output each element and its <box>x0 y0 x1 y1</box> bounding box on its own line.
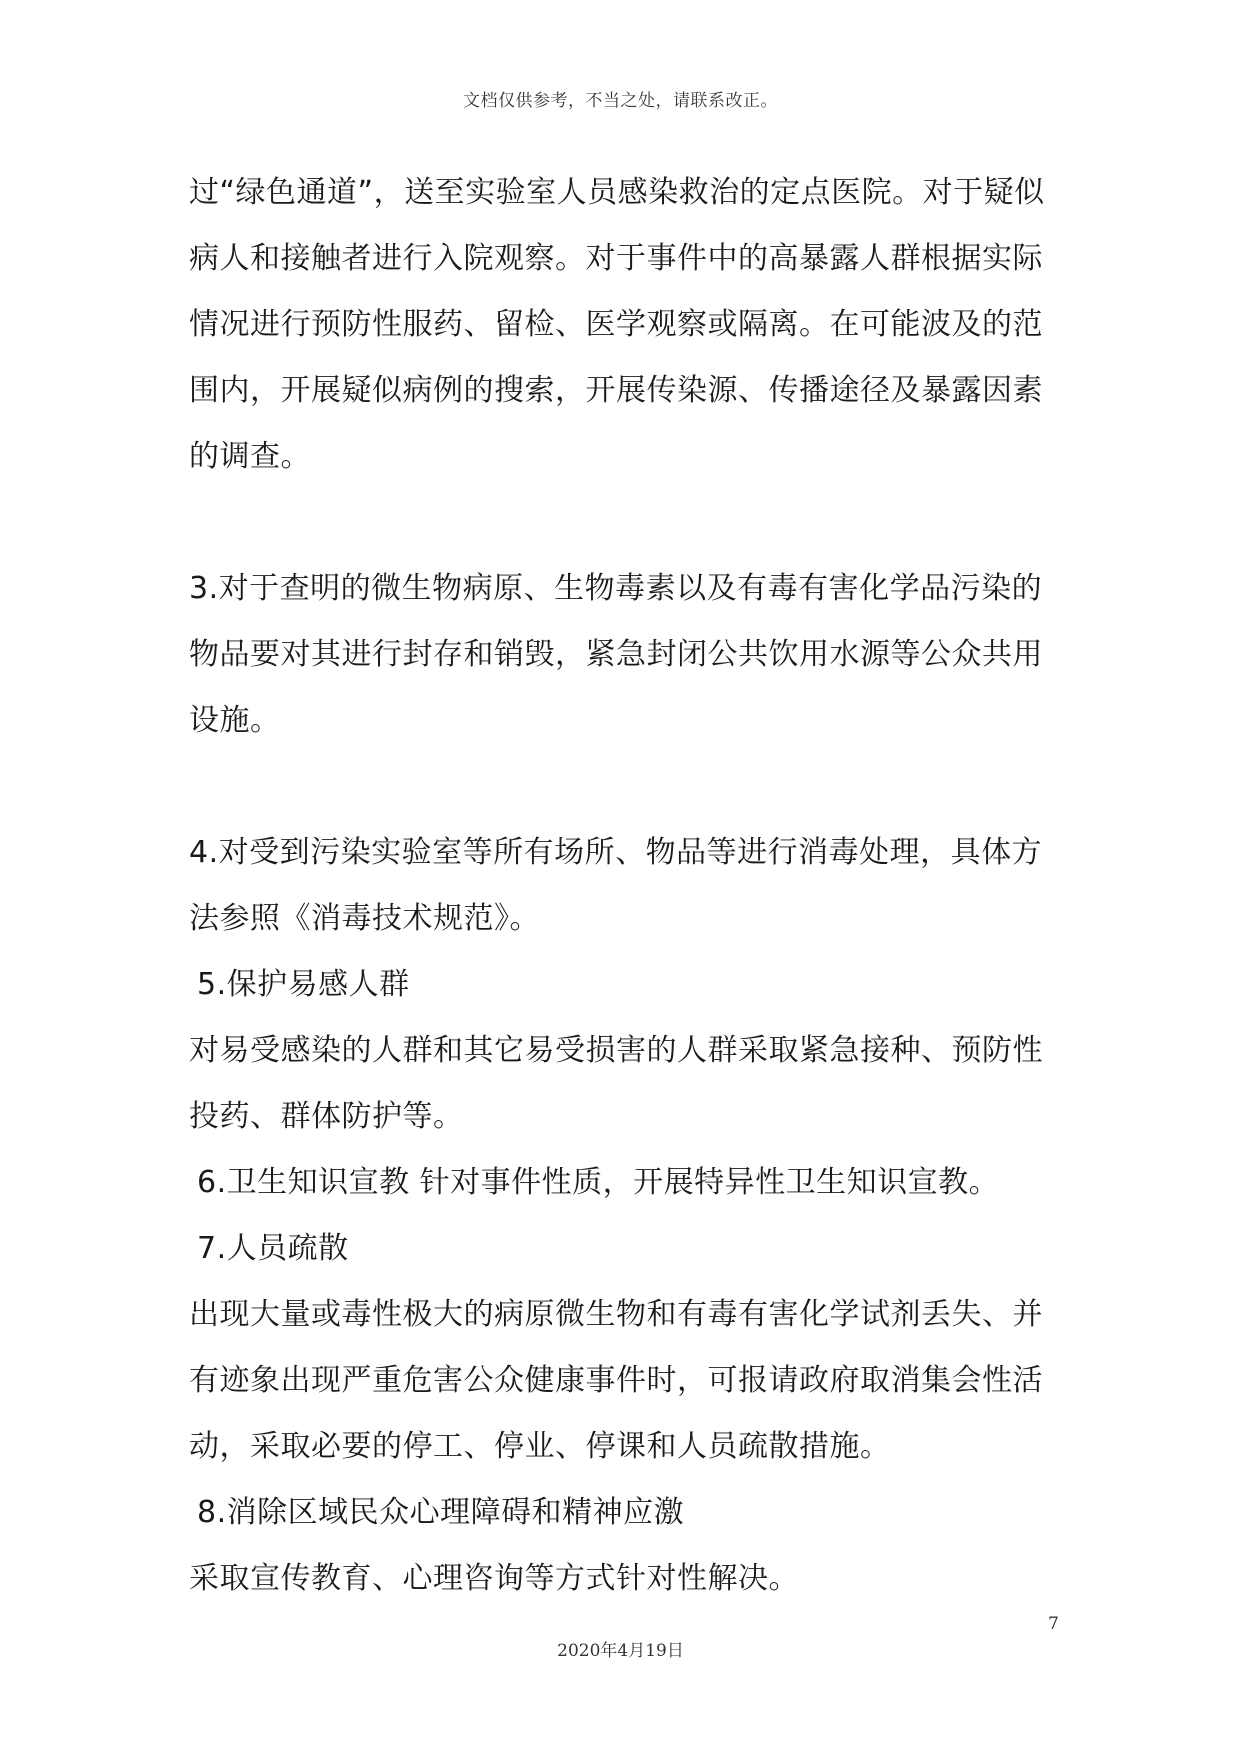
paragraph-item-7: 出现大量或毒性极大的病原微生物和有毒有害化学试剂丢失、并有迹象出现严重危害公众健康事件时，可报请政府取消集会性活动，采取必要的停工、停业、停课和人员疏散措施。 <box>189 1297 1043 1464</box>
paragraph-item-3: 3.对于查明的微生物病原、生物毒素以及有毒有害化学品污染的物品要对其进行封存和销毁，紧急封闭公共饮用水源等公众共用设施。 <box>189 571 1043 738</box>
heading-item-7: 7.人员疏散 <box>197 1231 349 1266</box>
heading-item-6: 6.卫生知识宣教 针对事件性质，开展特异性卫生知识宣教。 <box>197 1165 1000 1200</box>
footer-date: 2020年4月19日 <box>557 1641 684 1661</box>
paragraph-item-8: 采取宣传教育、心理咨询等方式针对性解决。 <box>189 1561 799 1596</box>
heading-item-5: 5.保护易感人群 <box>197 967 410 1002</box>
paragraph-gap <box>189 490 1047 556</box>
document-body <box>189 160 1047 1612</box>
paragraph-continuation: 过“绿色通道”，送至实验室人员感染救治的定点医院。对于疑似病人和接触者进行入院观察。对于事件中的高暴露人群根据实际情况进行预防性服药、留检、医学观察或隔离。在可能波及的范围内，开展疑似病例的搜索，开展传染源、传播途径及暴露因素的调查。 <box>189 175 1045 474</box>
heading-item-8: 8.消除区域民众心理障碍和精神应激 <box>197 1495 685 1530</box>
header-note: 文档仅供参考，不当之处，请联系改正。 <box>463 91 778 111</box>
page-number: 7 <box>1048 1614 1059 1634</box>
paragraph-item-5: 对易受感染的人群和其它易受损害的人群采取紧急接种、预防性投药、群体防护等。 <box>189 1033 1043 1134</box>
paragraph-item-4: 4.对受到污染实验室等所有场所、物品等进行消毒处理，具体方法参照《消毒技术规范》。 <box>189 835 1043 936</box>
paragraph-gap <box>189 754 1047 820</box>
